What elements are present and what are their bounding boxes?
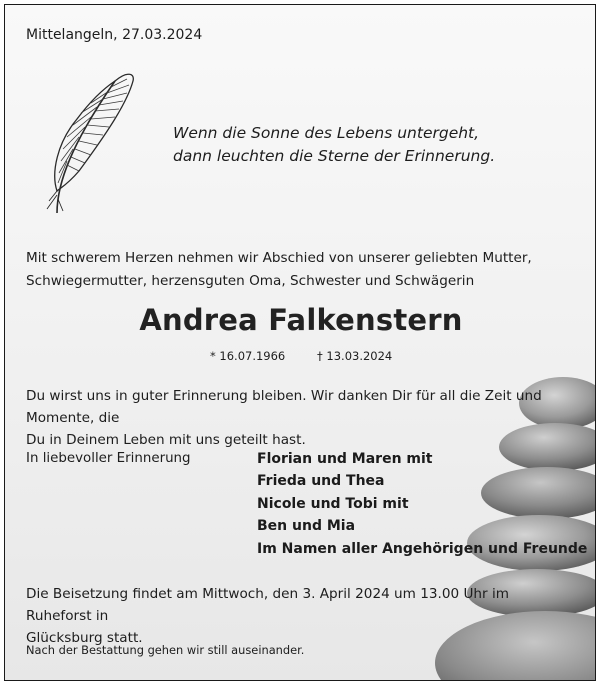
signer-line: Im Namen aller Angehörigen und Freunde	[257, 540, 588, 557]
funeral-info	[26, 583, 566, 649]
signer-line: Frieda und Thea	[257, 473, 385, 490]
feather-icon	[27, 63, 147, 223]
funeral-line-1: Die Beisetzung findet am Mittwoch, den 3. April 2024 um 13.00 Uhr im Ruheforst in	[26, 586, 509, 624]
signer-line: Florian und Maren mit	[257, 451, 433, 467]
signer-line: Ben und Mia	[257, 518, 356, 535]
signers-list	[257, 448, 587, 560]
funeral-line-2: Glücksburg statt.	[26, 630, 143, 646]
message-line-1: Du wirst uns in guter Erinnerung bleiben. Wir danken Dir für all die Zeit und Momente, die	[26, 388, 542, 426]
signer-line: Nicole und Tobi mit	[257, 495, 409, 512]
deceased-name: Andrea Falkenstern	[139, 303, 463, 337]
intro-text	[26, 247, 532, 293]
intro-line-2: Schwiegermutter, herzensguten Oma, Schwester und Schwägerin	[26, 273, 475, 289]
closing-note: Nach der Bestattung gehen wir still auseinander.	[26, 643, 305, 657]
obituary-card	[4, 4, 596, 681]
intro-line-1: Mit schwerem Herzen nehmen wir Abschied von unserer geliebten Mutter,	[26, 250, 532, 266]
place-date: Mittelangeln, 27.03.2024	[26, 27, 203, 43]
message-line-2: Du in Deinem Leben mit uns geteilt hast.	[26, 432, 306, 448]
quote	[173, 122, 495, 168]
memory-label: In liebevoller Erinnerung	[26, 451, 191, 466]
birth-date: * 16.07.1966	[210, 349, 286, 363]
remembrance-message	[26, 385, 586, 451]
quote-line-1: Wenn die Sonne des Lebens untergeht,	[173, 124, 480, 142]
death-date: † 13.03.2024	[317, 349, 393, 363]
quote-line-2: dann leuchten die Sterne der Erinnerung.	[173, 147, 496, 165]
